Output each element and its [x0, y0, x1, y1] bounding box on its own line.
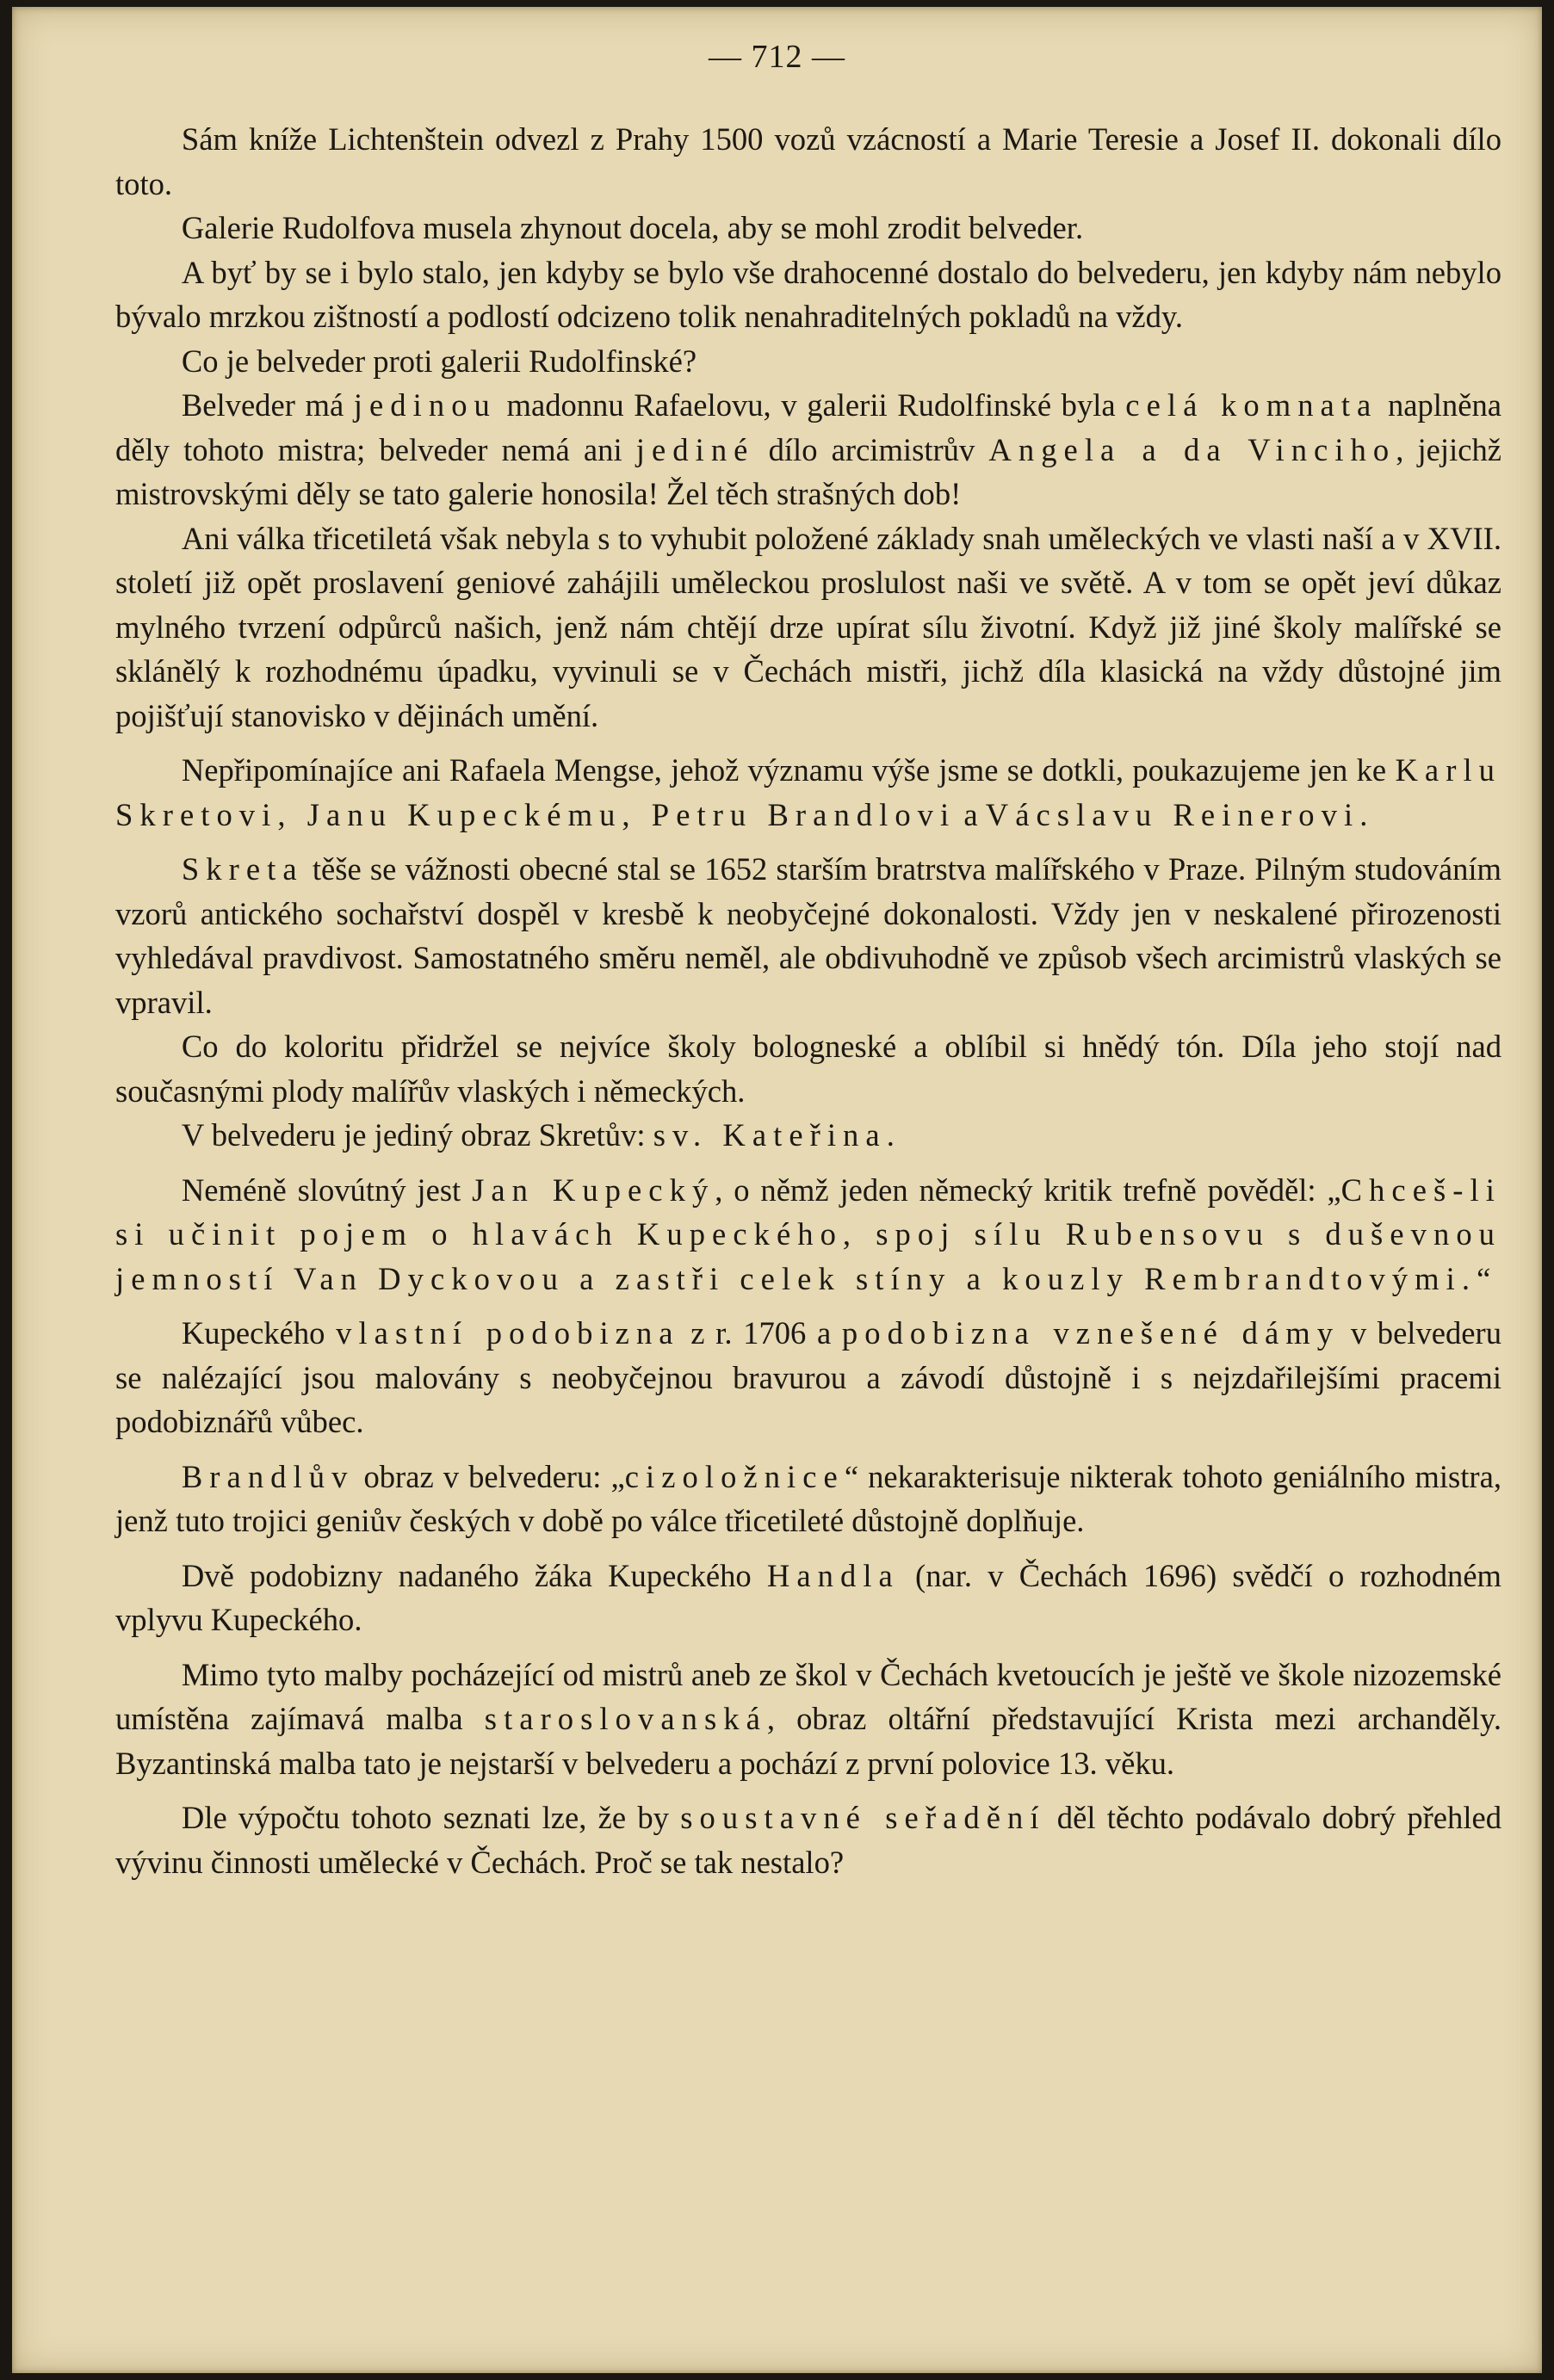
text-run: Mimo tyto malby pocházející od mistrů aneb ze škol v Čechách kvetoucích je ještě ve škole nizozemské umístěna zajímavá malba — [115, 1656, 1501, 1736]
paragraph — [115, 1796, 1501, 1884]
text-run: . — [886, 1117, 895, 1153]
spaced-emphasis: celá komnata — [1125, 387, 1378, 423]
book-page — [12, 7, 1542, 2373]
page-number: — 712 — — [709, 39, 845, 75]
spaced-emphasis: soustavné seřadění — [680, 1800, 1046, 1835]
paragraph — [115, 1554, 1501, 1642]
spaced-emphasis: Brandlův — [181, 1458, 355, 1494]
paragraph — [115, 383, 1501, 516]
paragraph — [115, 748, 1501, 837]
text-run: V belvederu je jediný obraz Skretův: — [181, 1117, 653, 1153]
body-text — [115, 117, 1501, 1884]
text-run: “ — [1477, 1260, 1491, 1296]
spaced-emphasis: Chceš-li si učinit pojem o hlavách Kupeckého, spoj sílu Rubensovu s duševnou jemností Van Dyckovou a zastři celek stíny a kouzly Rembrandtovými. — [115, 1171, 1501, 1296]
paragraph — [115, 250, 1501, 339]
paragraph — [115, 516, 1501, 739]
spaced-emphasis: Karlu Skretovi, Janu Kupeckému, Petru Brandlovi — [115, 752, 1501, 832]
text-run: Ani válka třicetiletá však nebyla s to vyhubit položené základy snah uměleckých ve vlasti naší a v XVII. století již opět proslavení geniové zahájili uměleckou proslulost naši ve světě. A v tom se opět jeví důkaz mylného tvrzení odpůrců našich, jenž nám chtějí drze upírat sílu životní. Když již jiné školy malířské se sklánělý k rozhodnému úpadku, vyvinuli se v Čechách mistři, jichž díla klasická na vždy důstojné jim pojišťují stanovisko v dějinách umění. — [115, 520, 1501, 733]
paragraph — [115, 1653, 1501, 1786]
text-run: Nepřipomínajíce ani Rafaela Mengse, jehož významu výše jsme se dotkli, poukazujeme jen ke — [181, 752, 1396, 788]
spaced-emphasis: sv. Kateřina — [653, 1117, 887, 1153]
text-run: a — [956, 796, 986, 832]
text-run: Belveder má — [181, 387, 354, 423]
text-run: Sám kníže Lichtenštein odvezl z Prahy 1500 vozů vzácností a Marie Teresie a Josef II. dokonali dílo toto. — [115, 121, 1501, 201]
text-run: , o němž jeden německý kritik trefně pověděl: „ — [715, 1171, 1341, 1208]
paragraph — [115, 339, 1501, 384]
text-run: obraz v belvederu: „ — [354, 1458, 625, 1494]
text-run: v belvederu se nalézající jsou malovány s neobyčejnou bravurou a závodí důstojně i s nejzdařilejšími pracemi podobiznářů vůbec. — [115, 1315, 1501, 1439]
spaced-emphasis: podobizna vznešené dámy — [841, 1315, 1340, 1351]
text-run: děl těchto podávalo dobrý přehled vývinu činnosti umělecké v Čechách. Proč se tak nestalo? — [115, 1800, 1502, 1880]
paragraph — [115, 1113, 1501, 1158]
text-run: “ nekarakterisuje nikterak tohoto geniálního mistra, jenž tuto trojici geniův českých v době po válce třicetileté důstojně doplňuje. — [115, 1458, 1501, 1538]
spaced-emphasis: jedinou — [353, 387, 497, 423]
text-run: . — [1359, 796, 1368, 832]
paragraph — [115, 1168, 1501, 1301]
text-run: naplněna děly tohoto mistra; belveder nemá ani — [115, 387, 1501, 467]
spaced-emphasis: Handla — [766, 1557, 900, 1593]
text-run: madonnu Rafaelovu, v galerii Rudolfinské byla — [496, 387, 1126, 423]
text-run: , obraz oltářní představující Krista mezi archanděly. Byzantinská malba tato je nejstarší v belvederu a pochází z první polovice 13. věku. — [115, 1701, 1502, 1781]
text-run: Dle výpočtu tohoto seznati lze, že by — [181, 1800, 681, 1835]
text-run: dílo arcimistrův — [754, 431, 989, 467]
spaced-emphasis: vlastní podobizna — [336, 1315, 680, 1351]
paragraph — [115, 206, 1501, 250]
text-run: (nar. v Čechách 1696) svědčí o rozhodném vplyvu Kupeckého. — [115, 1557, 1502, 1637]
spaced-emphasis: Vácslavu Reinerovi — [985, 796, 1360, 832]
text-run: A byť by se i bylo stalo, jen kdyby se bylo vše drahocenné dostalo do belvederu, jen kdyby nám nebylo bývalo mrzkou zištností a podlostí odcizeno tolik nenahraditelných pokladů na vždy. — [115, 254, 1501, 334]
text-run: Co je belveder proti galerii Rudolfinské? — [181, 343, 697, 379]
paragraph — [115, 117, 1501, 206]
spaced-emphasis: jediné — [635, 431, 755, 467]
text-run: z r. 1706 a — [679, 1315, 842, 1351]
paragraph — [115, 1311, 1501, 1444]
text-run: , jejichž mistrovskými děly se tato galerie honosila! Žel těch strašných dob! — [115, 431, 1501, 511]
paragraph — [115, 1024, 1501, 1113]
spaced-emphasis: cizoložnice — [624, 1458, 845, 1494]
paragraph — [115, 847, 1501, 1024]
text-run: Dvě podobizny nadaného žáka Kupeckého — [181, 1557, 767, 1593]
text-run: Neméně slovútný jest — [181, 1171, 473, 1208]
spaced-emphasis: Angela a da Vinciho — [988, 431, 1396, 467]
spaced-emphasis: Jan Kupecký — [472, 1171, 715, 1208]
spaced-emphasis: staroslovanská — [484, 1701, 767, 1736]
spaced-emphasis: Skreta — [181, 851, 304, 887]
text-run: Kupeckého — [181, 1315, 337, 1351]
text-run: těše se vážnosti obecné stal se 1652 starším bratrstva malířského v Praze. Pilným studováním vzorů antického sochařství dospěl v kresbě k neobyčejné dokonalosti. Vždy jen v neskalené přirozenosti vyhledával pravdivost. Samostatného směru neměl, ale obdivuhodně ve způsob všech arcimistrů vlaských se vpravil. — [115, 851, 1501, 1020]
paragraph — [115, 1455, 1501, 1543]
text-run: Co do koloritu přidržel se nejvíce školy bologneské a oblíbil si hnědý tón. Díla jeho stojí nad současnými plody malířův vlaských i německých. — [115, 1029, 1501, 1109]
text-run: Galerie Rudolfova musela zhynout docela, aby se mohl zrodit belveder. — [181, 210, 1084, 245]
